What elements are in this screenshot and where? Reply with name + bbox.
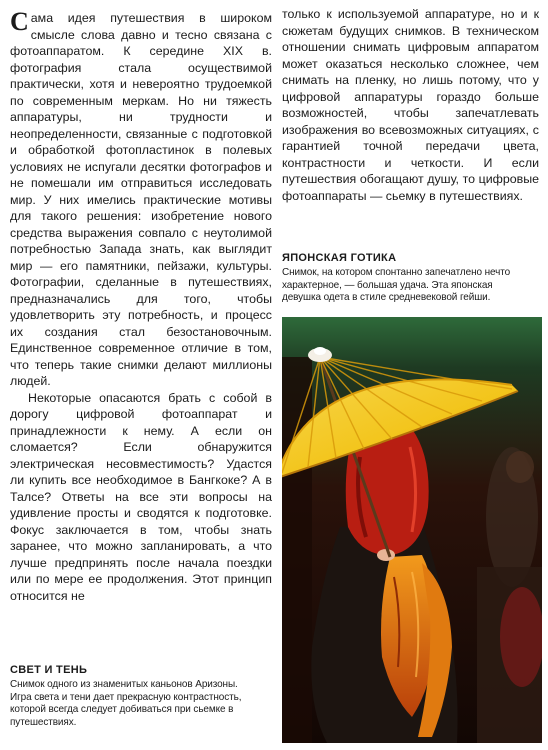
article-paragraph-1	[10, 7, 272, 390]
article-paragraph-2: Некоторые опасаются брать с собой в дорогу цифровой фотоаппарат и принадлежности к нему. А если он сломается? Если обнаружится электрическая несовместимость? Удастся ли купить все необходимое в Бангкоке? А в Талсе? Ответы на все эти вопросы на удивление просты и сводятся к подготовке. Фокус заключается в том, чтобы знать заранее, что можно запланировать, а что лучше предпринять после начала поездки или по мере ее продолжения. Этот принцип относится не	[10, 390, 272, 603]
caption-text: Снимок одного из знаменитых каньонов Аризоны. Игра света и тени дает прекрасную контрастность, которой всегда следует добиваться при сьемке в путешествиях.	[10, 679, 242, 728]
caption-light-and-shadow	[10, 664, 272, 729]
article-right-column	[282, 6, 539, 204]
paragraph-1-text: ама идея путешествия в широком смысле слова давно и тесно связана с фотоаппаратом. К середине XIX в. фотография стала осуществимой практически, хотя и невероятно трудоемкой по современным меркам. Но ни тяжесть аппаратуры, ни трудности и неопределенности, связанные с подготовкой и обработкой фотопластинок в полевых условиях не испугали десятки фотографов и не помешали им отправиться исследовать мир. У них имелись практические мотивы для такого решения: изобретение нового средства выражения совпало с неутолимой потребностью Запада знать, как выглядит мир — его памятники, пейзажи, культуры. Фотографии, сделанные в путешествиях, предназначались для того, чтобы удовлетворить эту потребность, и процесс их создания стал безостановочным. Единственное современное отличие в том, что теперь такие снимки делают миллионы людей.	[10, 11, 272, 388]
caption-text: Снимок, на котором спонтанно запечатлено нечто характерное, — большая удача. Эта японская девушка одета в стиле средневековой гейши.	[282, 267, 511, 303]
geisha-photo	[282, 317, 542, 743]
caption-heading: ЯПОНСКАЯ ГОТИКА	[282, 252, 397, 264]
drop-cap: С	[10, 7, 29, 36]
caption-japanese-gothic	[282, 252, 540, 305]
article-paragraph-3: только к используемой аппаратуре, но и к сюжетам будущих снимков. В техническом отношении снимать цифровым аппаратом может оказаться несколько сложнее, чем снимать на пленку, но лишь потому, что у цифровой аппаратуры гораздо больше возможностей, чтобы запечатлевать изображения во всевозможных ситуациях, с гарантией точной передачи цвета, контрастности и четкости. И если путешествия обогащают душу, то цифровые фотоаппараты — сьемку в путешествиях.	[282, 7, 539, 203]
geisha-photo-illustration	[282, 317, 542, 743]
caption-heading: СВЕТ И ТЕНЬ	[10, 664, 88, 676]
article-left-column	[10, 7, 272, 604]
